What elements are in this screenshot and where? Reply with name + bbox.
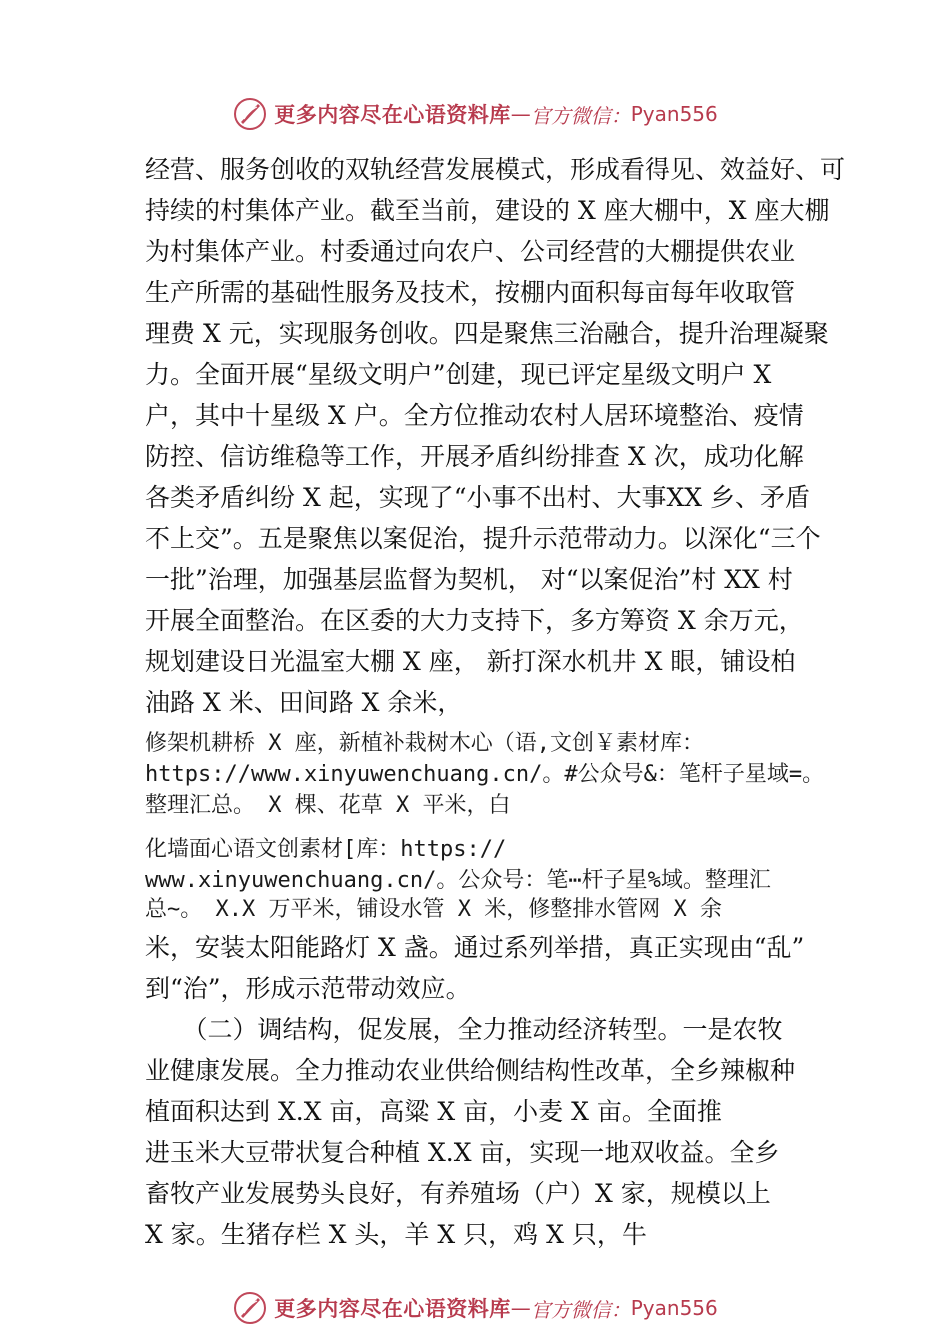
body-line: 规划建设日光温室大棚 X 座， 新打深水机井 X 眼，铺设柏 (145, 647, 796, 676)
body-line: 为村集体产业。村委通过向农户、公司经营的大棚提供农业 (145, 237, 796, 266)
watermark-wechat-label: 官方微信： (530, 1297, 631, 1322)
body-line: 经营、服务创收的双轨经营发展模式，形成看得见、效益好、可 (145, 155, 846, 184)
watermark-wechat-id: Pyan556 (630, 102, 718, 126)
watermark-wechat-id: Pyan556 (630, 1296, 718, 1320)
watermark-wechat-label: 官方微信： (530, 103, 631, 128)
body-line: 植面积达到 X.X 亩，高粱 X 亩，小麦 X 亩。全面推 (145, 1097, 722, 1126)
body-line: 畜牧产业发展势头良好，有养殖场（户）X 家，规模以上 (145, 1179, 771, 1208)
mono-line: 化墙面心语文创素材[库：https:// (145, 837, 507, 862)
mono-line: 整理汇总。 X 棵、花草 X 平米，白 (145, 793, 511, 818)
body-line: 户，其中十星级 X 户。全方位推动农村人居环境整治、疫情 (145, 401, 804, 430)
body-line: 业健康发展。全力推动农业供给侧结构性改革，全乡辣椒种 (145, 1056, 796, 1085)
body-line: 一批”治理，加强基层监督为契机， 对“以案促治”村 XX 村 (145, 565, 793, 594)
watermark-banner-bottom (0, 1286, 950, 1330)
body-line: 持续的村集体产业。截至当前，建设的 X 座大棚中，X 座大棚 (145, 196, 830, 225)
body-line: 开展全面整治。在区委的大力支持下，多方筹资 X 余万元， (145, 606, 804, 635)
watermark-dash: — (510, 1296, 531, 1320)
watermark-title: 更多内容尽在心语资料库 (274, 103, 511, 127)
watermark-dash: — (510, 102, 531, 126)
quill-logo-icon (232, 1290, 268, 1326)
body-line: 生产所需的基础性服务及技术，按棚内面积每亩每年收取管 (145, 278, 796, 307)
body-line: 理费 X 元，实现服务创收。四是聚焦三治融合，提升治理凝聚 (145, 319, 829, 348)
body-line: 进玉米大豆带状复合种植 X.X 亩，实现一地双收益。全乡 (145, 1138, 780, 1167)
mono-line: https://www.xinyuwenchuang.cn/。#公众号&：笔杆子星域=。 (145, 762, 825, 787)
body-line: X 家。生猪存栏 X 头，羊 X 只，鸡 X 只，牛 (145, 1220, 647, 1249)
quill-logo-icon (232, 96, 268, 132)
body-line: 防控、信访维稳等工作，开展矛盾纠纷排查 X 次，成功化解 (145, 442, 804, 471)
body-line: 米，安装太阳能路灯 X 盏。通过系列举措，真正实现由“乱” (145, 933, 805, 962)
section-heading-line: （二）调结构，促发展，全力推动经济转型。一是农牧 (145, 1015, 783, 1044)
mono-line: 修架机耕桥 X 座，新植补栽树木心（语,文创￥素材库： (145, 731, 704, 756)
body-line: 各类矛盾纠纷 X 起，实现了“小事不出村、大事XX 乡、矛盾 (145, 483, 811, 512)
body-line: 不上交”。五是聚焦以案促治，提升示范带动力。以深化“三个 (145, 524, 821, 553)
watermark-banner-top (0, 92, 950, 136)
watermark-title: 更多内容尽在心语资料库 (274, 1297, 511, 1321)
body-line: 油路 X 米、田间路 X 余米， (145, 688, 463, 717)
body-line: 到“治”，形成示范带动效应。 (145, 974, 471, 1003)
body-line: 力。全面开展“星级文明户”创建，现已评定星级文明户 X (145, 360, 772, 389)
mono-line: www.xinyuwenchuang.cn/。公众号：笔⋯杆子星%域。整理汇 (145, 868, 771, 893)
mono-line: 总~。 X.X 万平米，铺设水管 X 米，修整排水管网 X 余 (145, 897, 722, 922)
